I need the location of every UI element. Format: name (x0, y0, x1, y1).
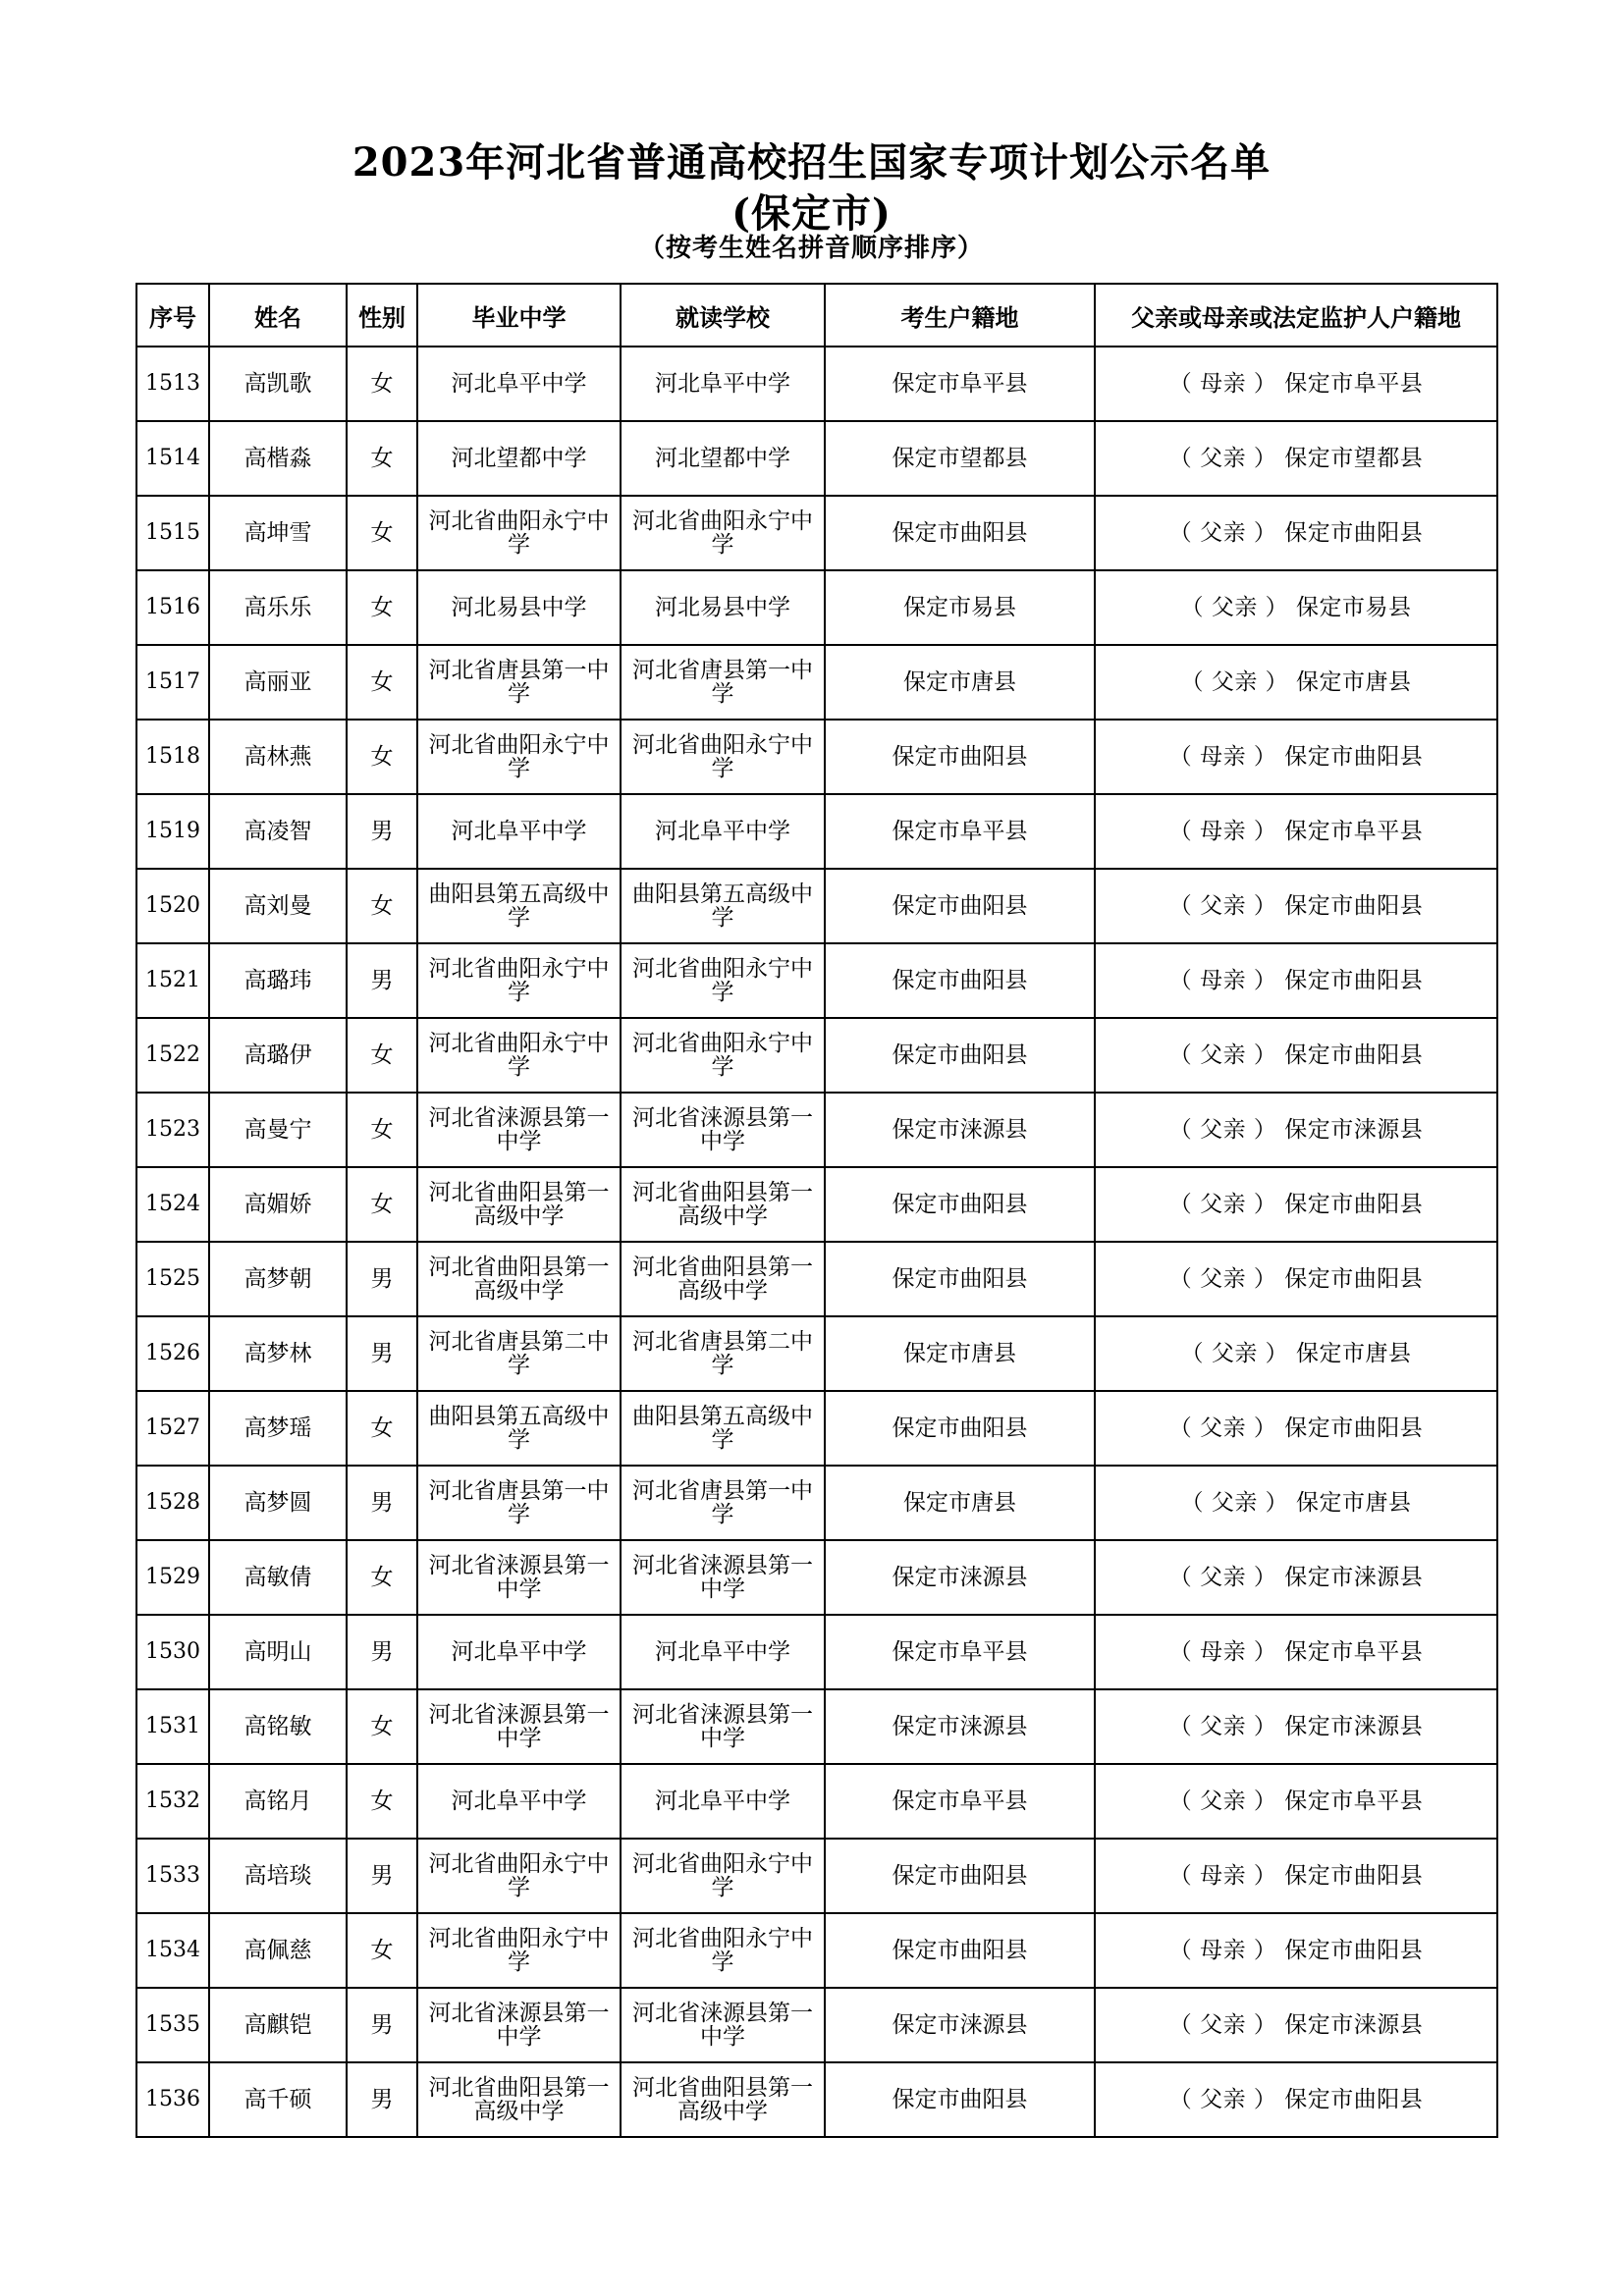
hukou-cell: 保定市曲阳县 (825, 2062, 1095, 2137)
gender-cell: 女 (347, 869, 417, 943)
current-school-cell: 河北省曲阳永宁中学 (621, 720, 825, 794)
serial-number-cell: 1528 (136, 1466, 209, 1540)
graduated-school-cell: 河北省唐县第一中学 (417, 645, 621, 720)
table-row (136, 1466, 1497, 1540)
gender-cell: 男 (347, 1316, 417, 1391)
graduated-school-cell: 河北省唐县第二中学 (417, 1316, 621, 1391)
student-name-cell: 高梦朝 (209, 1242, 347, 1316)
graduated-school-cell: 河北阜平中学 (417, 794, 621, 869)
gender-cell: 女 (347, 570, 417, 645)
gender-cell: 女 (347, 1913, 417, 1988)
serial-number-cell: 1529 (136, 1540, 209, 1615)
graduated-school-cell: 河北阜平中学 (417, 347, 621, 421)
student-name-cell: 高敏倩 (209, 1540, 347, 1615)
current-school-cell: 河北阜平中学 (621, 347, 825, 421)
hukou-cell: 保定市唐县 (825, 645, 1095, 720)
student-name-cell: 高凯歌 (209, 347, 347, 421)
serial-number-cell: 1521 (136, 943, 209, 1018)
table-row (136, 645, 1497, 720)
header-cell: 考生户籍地 (825, 284, 1095, 347)
gender-cell: 女 (347, 1540, 417, 1615)
hukou-cell: 保定市曲阳县 (825, 943, 1095, 1018)
gender-cell: 男 (347, 1242, 417, 1316)
graduated-school-cell: 河北省曲阳永宁中学 (417, 720, 621, 794)
header-cell: 父亲或母亲或法定监护人户籍地 (1095, 284, 1497, 347)
current-school-cell: 河北省曲阳永宁中学 (621, 1018, 825, 1093)
serial-number-cell: 1533 (136, 1839, 209, 1913)
header-cell: 姓名 (209, 284, 347, 347)
table-row (136, 2062, 1497, 2137)
graduated-school-cell: 河北阜平中学 (417, 1764, 621, 1839)
hukou-cell: 保定市曲阳县 (825, 1167, 1095, 1242)
graduated-school-cell: 河北省曲阳永宁中学 (417, 496, 621, 570)
hukou-cell: 保定市涞源县 (825, 1988, 1095, 2062)
hukou-cell: 保定市阜平县 (825, 1615, 1095, 1689)
serial-number-cell: 1513 (136, 347, 209, 421)
gender-cell: 女 (347, 720, 417, 794)
table-row (136, 1913, 1497, 1988)
guardian-hukou-cell: （ 父亲 ） 保定市望都县 (1095, 421, 1497, 496)
table-row (136, 1764, 1497, 1839)
header-cell: 序号 (136, 284, 209, 347)
header-row (136, 284, 1497, 347)
guardian-hukou-cell: （ 父亲 ） 保定市阜平县 (1095, 1764, 1497, 1839)
guardian-hukou-cell: （ 父亲 ） 保定市唐县 (1095, 645, 1497, 720)
hukou-cell: 保定市涞源县 (825, 1540, 1095, 1615)
graduated-school-cell: 河北望都中学 (417, 421, 621, 496)
gender-cell: 女 (347, 1093, 417, 1167)
gender-cell: 女 (347, 1689, 417, 1764)
graduated-school-cell: 河北省涞源县第一中学 (417, 1093, 621, 1167)
current-school-cell: 河北省涞源县第一中学 (621, 1093, 825, 1167)
serial-number-cell: 1516 (136, 570, 209, 645)
gender-cell: 男 (347, 1466, 417, 1540)
serial-number-cell: 1525 (136, 1242, 209, 1316)
guardian-hukou-cell: （ 母亲 ） 保定市阜平县 (1095, 347, 1497, 421)
graduated-school-cell: 河北省曲阳县第一高级中学 (417, 2062, 621, 2137)
hukou-cell: 保定市曲阳县 (825, 1839, 1095, 1913)
graduated-school-cell: 曲阳县第五高级中学 (417, 869, 621, 943)
graduated-school-cell: 河北省涞源县第一中学 (417, 1988, 621, 2062)
student-name-cell: 高梦林 (209, 1316, 347, 1391)
guardian-hukou-cell: （ 母亲 ） 保定市曲阳县 (1095, 1839, 1497, 1913)
hukou-cell: 保定市曲阳县 (825, 869, 1095, 943)
student-name-cell: 高璐玮 (209, 943, 347, 1018)
current-school-cell: 河北省涞源县第一中学 (621, 1689, 825, 1764)
student-name-cell: 高凌智 (209, 794, 347, 869)
graduated-school-cell: 河北省涞源县第一中学 (417, 1689, 621, 1764)
current-school-cell: 曲阳县第五高级中学 (621, 1391, 825, 1466)
current-school-cell: 河北省曲阳县第一高级中学 (621, 1242, 825, 1316)
current-school-cell: 河北省涞源县第一中学 (621, 1540, 825, 1615)
table-row (136, 496, 1497, 570)
student-name-cell: 高明山 (209, 1615, 347, 1689)
hukou-cell: 保定市曲阳县 (825, 1018, 1095, 1093)
gender-cell: 女 (347, 1018, 417, 1093)
guardian-hukou-cell: （ 父亲 ） 保定市曲阳县 (1095, 1167, 1497, 1242)
graduated-school-cell: 河北易县中学 (417, 570, 621, 645)
student-name-cell: 高曼宁 (209, 1093, 347, 1167)
page-subtitle: (保定市) (731, 190, 892, 237)
student-name-cell: 高媚娇 (209, 1167, 347, 1242)
table-row (136, 1615, 1497, 1689)
table-row (136, 1540, 1497, 1615)
student-name-cell: 高林燕 (209, 720, 347, 794)
guardian-hukou-cell: （ 父亲 ） 保定市曲阳县 (1095, 869, 1497, 943)
student-name-cell: 高铭月 (209, 1764, 347, 1839)
guardian-hukou-cell: （ 母亲 ） 保定市曲阳县 (1095, 1913, 1497, 1988)
student-name-cell: 高佩慈 (209, 1913, 347, 1988)
guardian-hukou-cell: （ 父亲 ） 保定市曲阳县 (1095, 1391, 1497, 1466)
current-school-cell: 河北阜平中学 (621, 794, 825, 869)
header-cell: 性别 (347, 284, 417, 347)
hukou-cell: 保定市涞源县 (825, 1689, 1095, 1764)
serial-number-cell: 1518 (136, 720, 209, 794)
gender-cell: 女 (347, 1391, 417, 1466)
table-row (136, 943, 1497, 1018)
table-row (136, 1167, 1497, 1242)
serial-number-cell: 1527 (136, 1391, 209, 1466)
graduated-school-cell: 河北省唐县第一中学 (417, 1466, 621, 1540)
hukou-cell: 保定市唐县 (825, 1316, 1095, 1391)
gender-cell: 男 (347, 943, 417, 1018)
student-name-cell: 高楷淼 (209, 421, 347, 496)
table-row (136, 869, 1497, 943)
gender-cell: 男 (347, 1615, 417, 1689)
serial-number-cell: 1526 (136, 1316, 209, 1391)
student-name-cell: 高梦瑶 (209, 1391, 347, 1466)
graduated-school-cell: 河北阜平中学 (417, 1615, 621, 1689)
hukou-cell: 保定市曲阳县 (825, 1242, 1095, 1316)
roster-table (135, 283, 1498, 2138)
serial-number-cell: 1531 (136, 1689, 209, 1764)
hukou-cell: 保定市阜平县 (825, 347, 1095, 421)
hukou-cell: 保定市涞源县 (825, 1093, 1095, 1167)
current-school-cell: 河北望都中学 (621, 421, 825, 496)
guardian-hukou-cell: （ 母亲 ） 保定市阜平县 (1095, 794, 1497, 869)
gender-cell: 男 (347, 794, 417, 869)
current-school-cell: 曲阳县第五高级中学 (621, 869, 825, 943)
student-name-cell: 高乐乐 (209, 570, 347, 645)
student-name-cell: 高刘曼 (209, 869, 347, 943)
guardian-hukou-cell: （ 父亲 ） 保定市曲阳县 (1095, 1018, 1497, 1093)
hukou-cell: 保定市阜平县 (825, 794, 1095, 869)
serial-number-cell: 1522 (136, 1018, 209, 1093)
page-title: 2023年河北省普通高校招生国家专项计划公示名单 (352, 139, 1271, 186)
current-school-cell: 河北省唐县第一中学 (621, 645, 825, 720)
current-school-cell: 河北省曲阳永宁中学 (621, 943, 825, 1018)
current-school-cell: 河北阜平中学 (621, 1615, 825, 1689)
graduated-school-cell: 河北省曲阳永宁中学 (417, 1913, 621, 1988)
guardian-hukou-cell: （ 母亲 ） 保定市阜平县 (1095, 1615, 1497, 1689)
gender-cell: 女 (347, 645, 417, 720)
current-school-cell: 河北省唐县第一中学 (621, 1466, 825, 1540)
gender-cell: 女 (347, 1764, 417, 1839)
gender-cell: 男 (347, 2062, 417, 2137)
serial-number-cell: 1517 (136, 645, 209, 720)
student-name-cell: 高千硕 (209, 2062, 347, 2137)
hukou-cell: 保定市曲阳县 (825, 1391, 1095, 1466)
gender-cell: 女 (347, 1167, 417, 1242)
gender-cell: 女 (347, 347, 417, 421)
student-name-cell: 高坤雪 (209, 496, 347, 570)
serial-number-cell: 1520 (136, 869, 209, 943)
roster-body (136, 347, 1497, 2137)
hukou-cell: 保定市易县 (825, 570, 1095, 645)
gender-cell: 男 (347, 1988, 417, 2062)
graduated-school-cell: 河北省曲阳永宁中学 (417, 943, 621, 1018)
current-school-cell: 河北省唐县第二中学 (621, 1316, 825, 1391)
serial-number-cell: 1519 (136, 794, 209, 869)
serial-number-cell: 1524 (136, 1167, 209, 1242)
current-school-cell: 河北省涞源县第一中学 (621, 1988, 825, 2062)
graduated-school-cell: 曲阳县第五高级中学 (417, 1391, 621, 1466)
table-row (136, 1018, 1497, 1093)
student-name-cell: 高铭敏 (209, 1689, 347, 1764)
graduated-school-cell: 河北省曲阳永宁中学 (417, 1018, 621, 1093)
table-row (136, 1689, 1497, 1764)
gender-cell: 女 (347, 496, 417, 570)
hukou-cell: 保定市阜平县 (825, 1764, 1095, 1839)
current-school-cell: 河北阜平中学 (621, 1764, 825, 1839)
current-school-cell: 河北省曲阳县第一高级中学 (621, 2062, 825, 2137)
table-row (136, 1242, 1497, 1316)
gender-cell: 女 (347, 421, 417, 496)
hukou-cell: 保定市曲阳县 (825, 496, 1095, 570)
header-cell: 毕业中学 (417, 284, 621, 347)
serial-number-cell: 1532 (136, 1764, 209, 1839)
guardian-hukou-cell: （ 父亲 ） 保定市易县 (1095, 570, 1497, 645)
hukou-cell: 保定市望都县 (825, 421, 1095, 496)
table-row (136, 421, 1497, 496)
student-name-cell: 高璐伊 (209, 1018, 347, 1093)
graduated-school-cell: 河北省涞源县第一中学 (417, 1540, 621, 1615)
current-school-cell: 河北省曲阳永宁中学 (621, 1913, 825, 1988)
graduated-school-cell: 河北省曲阳县第一高级中学 (417, 1167, 621, 1242)
student-name-cell: 高梦圆 (209, 1466, 347, 1540)
guardian-hukou-cell: （ 父亲 ） 保定市涞源县 (1095, 1988, 1497, 2062)
table-row (136, 347, 1497, 421)
gender-cell: 男 (347, 1839, 417, 1913)
current-school-cell: 河北省曲阳永宁中学 (621, 496, 825, 570)
current-school-cell: 河北省曲阳永宁中学 (621, 1839, 825, 1913)
header-cell: 就读学校 (621, 284, 825, 347)
serial-number-cell: 1514 (136, 421, 209, 496)
table-row (136, 1988, 1497, 2062)
table-row (136, 1391, 1497, 1466)
student-name-cell: 高丽亚 (209, 645, 347, 720)
guardian-hukou-cell: （ 父亲 ） 保定市曲阳县 (1095, 1242, 1497, 1316)
serial-number-cell: 1534 (136, 1913, 209, 1988)
serial-number-cell: 1515 (136, 496, 209, 570)
graduated-school-cell: 河北省曲阳县第一高级中学 (417, 1242, 621, 1316)
guardian-hukou-cell: （ 父亲 ） 保定市曲阳县 (1095, 496, 1497, 570)
serial-number-cell: 1523 (136, 1093, 209, 1167)
guardian-hukou-cell: （ 父亲 ） 保定市涞源县 (1095, 1689, 1497, 1764)
serial-number-cell: 1530 (136, 1615, 209, 1689)
guardian-hukou-cell: （ 母亲 ） 保定市曲阳县 (1095, 943, 1497, 1018)
hukou-cell: 保定市曲阳县 (825, 1913, 1095, 1988)
hukou-cell: 保定市唐县 (825, 1466, 1095, 1540)
serial-number-cell: 1536 (136, 2062, 209, 2137)
guardian-hukou-cell: （ 父亲 ） 保定市曲阳县 (1095, 2062, 1497, 2137)
sort-note: （按考生姓名拼音顺序排序） (638, 234, 984, 263)
guardian-hukou-cell: （ 父亲 ） 保定市涞源县 (1095, 1093, 1497, 1167)
hukou-cell: 保定市曲阳县 (825, 720, 1095, 794)
guardian-hukou-cell: （ 父亲 ） 保定市唐县 (1095, 1316, 1497, 1391)
current-school-cell: 河北省曲阳县第一高级中学 (621, 1167, 825, 1242)
table-row (136, 1093, 1497, 1167)
table-row (136, 1316, 1497, 1391)
guardian-hukou-cell: （ 母亲 ） 保定市曲阳县 (1095, 720, 1497, 794)
table-row (136, 570, 1497, 645)
table-row (136, 1839, 1497, 1913)
student-name-cell: 高培琰 (209, 1839, 347, 1913)
table-row (136, 794, 1497, 869)
guardian-hukou-cell: （ 父亲 ） 保定市唐县 (1095, 1466, 1497, 1540)
serial-number-cell: 1535 (136, 1988, 209, 2062)
current-school-cell: 河北易县中学 (621, 570, 825, 645)
guardian-hukou-cell: （ 父亲 ） 保定市涞源县 (1095, 1540, 1497, 1615)
student-name-cell: 高麒铠 (209, 1988, 347, 2062)
table-row (136, 720, 1497, 794)
graduated-school-cell: 河北省曲阳永宁中学 (417, 1839, 621, 1913)
